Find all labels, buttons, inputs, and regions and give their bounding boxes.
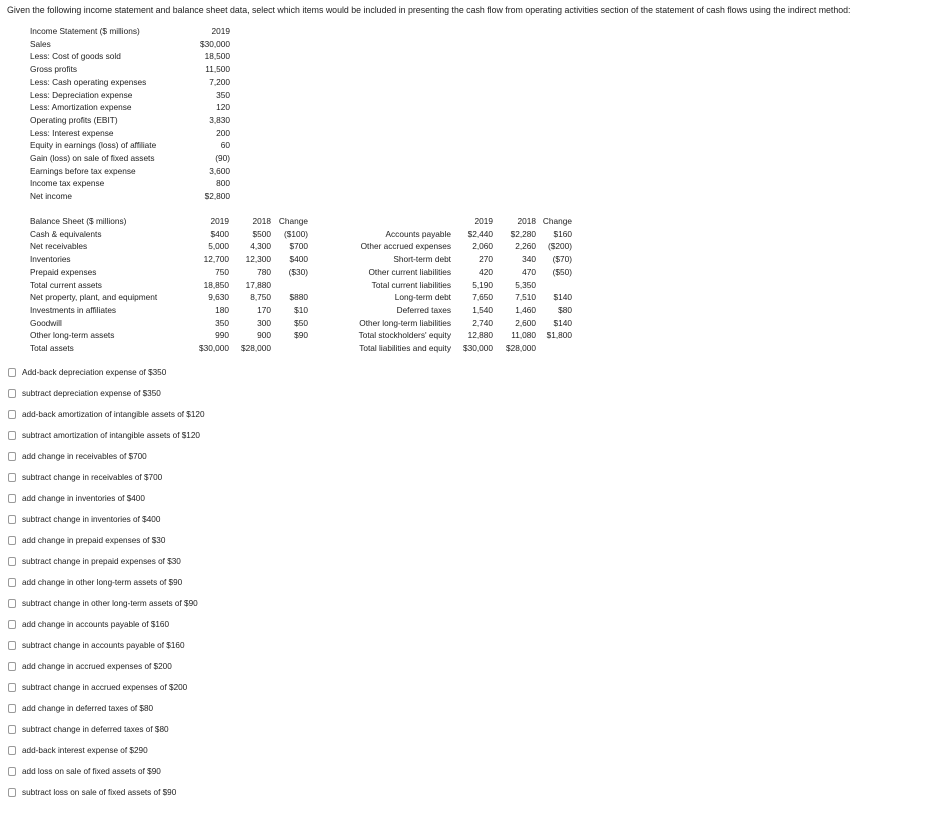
- value-change: ($200): [548, 241, 572, 252]
- value-2019: 2,060: [472, 241, 493, 252]
- liabilities-row: [330, 253, 575, 265]
- option-label: add change in accounts payable of $160: [22, 620, 170, 629]
- value-change: $80: [558, 304, 572, 315]
- option-label: add-back interest expense of $290: [22, 746, 148, 755]
- income-statement-row: [30, 127, 230, 139]
- row-value: 18,500: [204, 51, 230, 62]
- value-2019: 2019: [210, 216, 229, 226]
- checkbox[interactable]: [8, 662, 16, 671]
- value-2018: 170: [257, 304, 271, 315]
- checkbox[interactable]: [8, 704, 16, 713]
- row-label: Deferred taxes: [396, 304, 451, 315]
- income-statement-row: [30, 101, 230, 113]
- value-2018: 12,300: [245, 254, 271, 265]
- liabilities-row: [330, 342, 575, 354]
- checkbox[interactable]: [8, 578, 16, 587]
- row-label: Long-term debt: [394, 292, 451, 303]
- row-label: Earnings before tax expense: [30, 165, 136, 176]
- value-2018: 4,300: [250, 241, 271, 252]
- value-2018: 11,080: [511, 330, 536, 341]
- value-change: $1,800: [546, 330, 572, 341]
- row-label: Equity in earnings (loss) of affiliate: [30, 140, 157, 151]
- value-2019: 1,540: [472, 304, 493, 315]
- row-value: $30,000: [200, 38, 230, 49]
- option-label: add change in other long-term assets of $90: [22, 578, 183, 587]
- row-value: $2,800: [204, 191, 230, 202]
- row-label: Net receivables: [30, 241, 88, 252]
- value-2019: 12,880: [467, 330, 493, 341]
- value-change: $880: [289, 292, 308, 303]
- option-label: add loss on sale of fixed assets of $90: [22, 767, 161, 776]
- liabilities-row: [330, 240, 575, 252]
- value-2019: 270: [479, 254, 493, 265]
- income-statement-header: [30, 25, 230, 37]
- income-statement-row: [30, 139, 230, 151]
- row-label: Total stockholders' equity: [358, 330, 451, 341]
- row-label: Less: Cost of goods sold: [30, 51, 121, 62]
- value-change: $160: [553, 228, 572, 239]
- checkbox[interactable]: [8, 767, 16, 776]
- question-text: Given the following income statement and balance sheet data, select which items would be included in presenting the cash flow from operating activities section of the statement of cash flows using the indirect method:: [7, 5, 851, 15]
- value-change: ($50): [552, 266, 572, 277]
- income-statement-row: [30, 165, 230, 177]
- income-statement-year: 2019: [211, 26, 230, 36]
- row-label: Net income: [30, 191, 72, 202]
- checkbox[interactable]: [8, 473, 16, 482]
- assets-row: [30, 240, 320, 252]
- assets-row: [30, 291, 320, 303]
- income-statement-row: [30, 152, 230, 164]
- assets-row: [30, 253, 320, 265]
- row-label: Investments in affiliates: [30, 304, 117, 315]
- row-label: Less: Amortization expense: [30, 102, 132, 113]
- value-change: ($30): [288, 266, 308, 277]
- income-statement-row: [30, 63, 230, 75]
- value-2019: 9,630: [208, 292, 229, 303]
- checkbox[interactable]: [8, 746, 16, 755]
- value-2019: 5,000: [208, 241, 229, 252]
- value-2019: 420: [479, 266, 493, 277]
- row-value: (90): [215, 153, 230, 163]
- row-label: Other long-term liabilities: [359, 317, 451, 328]
- liabilities-row: [330, 317, 575, 329]
- checkbox[interactable]: [8, 683, 16, 692]
- assets-row: [30, 342, 320, 354]
- value-2019: 2,740: [472, 317, 493, 328]
- income-statement-row: [30, 38, 230, 50]
- value-2019: 7,650: [472, 292, 493, 303]
- value-2019: 350: [215, 317, 229, 328]
- row-label: Other current liabilities: [368, 266, 451, 277]
- row-value: 11,500: [205, 64, 230, 75]
- checkbox[interactable]: [8, 725, 16, 734]
- value-2018: 300: [257, 317, 271, 328]
- checkbox[interactable]: [8, 620, 16, 629]
- row-label: Other long-term assets: [30, 330, 115, 341]
- value-2018: 7,510: [515, 292, 536, 303]
- value-2019: $30,000: [463, 343, 493, 353]
- assets-row: [30, 304, 320, 316]
- option-label: add change in prepaid expenses of $30: [22, 536, 166, 545]
- option-label: subtract change in inventories of $400: [22, 515, 161, 524]
- option-label: subtract change in receivables of $700: [22, 473, 163, 482]
- option-label: subtract amortization of intangible assets of $120: [22, 431, 200, 440]
- option-label: add change in accrued expenses of $200: [22, 662, 172, 671]
- checkbox[interactable]: [8, 599, 16, 608]
- option-label: subtract change in prepaid expenses of $30: [22, 557, 181, 566]
- checkbox[interactable]: [8, 431, 16, 440]
- assets-row: [30, 228, 320, 240]
- value-2018: 2,600: [515, 317, 536, 328]
- row-label: Total liabilities and equity: [359, 343, 451, 353]
- option-label: add change in inventories of $400: [22, 494, 145, 503]
- liabilities-row: [330, 291, 575, 303]
- row-label: Balance Sheet ($ millions): [30, 216, 127, 226]
- row-label: Total assets: [30, 343, 74, 353]
- row-label: Sales: [30, 38, 51, 49]
- value-2018: 900: [257, 330, 271, 341]
- value-2018: 5,350: [515, 279, 536, 290]
- checkbox[interactable]: [8, 368, 16, 377]
- value-change: ($70): [552, 254, 572, 265]
- liabilities-header-row: [330, 215, 575, 227]
- row-value: 200: [216, 127, 230, 138]
- assets-row: [30, 329, 320, 341]
- income-statement-row: [30, 114, 230, 126]
- row-label: Cash & equivalents: [30, 228, 102, 239]
- row-label: Gross profits: [30, 64, 78, 75]
- assets-row: [30, 266, 320, 278]
- liabilities-row: [330, 304, 575, 316]
- value-2018: 780: [257, 266, 271, 277]
- row-value: 60: [220, 140, 230, 151]
- value-2019: 750: [215, 266, 229, 277]
- assets-header-row: [30, 215, 320, 227]
- row-label: Inventories: [30, 254, 71, 265]
- value-2018: 8,750: [250, 292, 271, 303]
- income-statement-row: [30, 89, 230, 101]
- value-change: $700: [289, 241, 308, 252]
- value-change: $10: [294, 304, 308, 315]
- option-label: add change in receivables of $700: [22, 452, 147, 461]
- row-label: Prepaid expenses: [30, 266, 97, 277]
- value-2018: 17,880: [245, 279, 271, 290]
- value-2019: 990: [215, 330, 229, 341]
- value-2018: 2018: [252, 216, 271, 226]
- row-label: Accounts payable: [385, 228, 451, 239]
- value-change: $140: [553, 292, 572, 303]
- row-label: Total current assets: [30, 279, 102, 290]
- value-2019: $400: [210, 228, 229, 239]
- checkbox[interactable]: [8, 389, 16, 398]
- row-label: Gain (loss) on sale of fixed assets: [30, 153, 155, 163]
- checkbox[interactable]: [8, 788, 16, 797]
- option-label: Add-back depreciation expense of $350: [22, 368, 167, 377]
- row-label: Less: Depreciation expense: [30, 89, 133, 100]
- row-label: Goodwill: [30, 317, 62, 328]
- checkbox[interactable]: [8, 641, 16, 650]
- option-label: add change in deferred taxes of $80: [22, 704, 154, 713]
- option-label: subtract change in other long-term assets of $90: [22, 599, 198, 608]
- checkbox[interactable]: [8, 452, 16, 461]
- value-change: $90: [294, 330, 308, 341]
- checkbox[interactable]: [8, 515, 16, 524]
- value-change: $400: [289, 254, 308, 265]
- value-change: Change: [278, 216, 308, 226]
- value-2019: 12,700: [203, 254, 229, 265]
- value-2018: 1,460: [515, 304, 536, 315]
- value-2018: $2,280: [510, 228, 536, 239]
- income-statement-row: [30, 50, 230, 62]
- row-value: 7,200: [209, 76, 230, 87]
- row-label: Total current liabilities: [371, 279, 451, 290]
- row-value: 3,600: [209, 165, 230, 176]
- assets-row: [30, 279, 320, 291]
- value-2019: $30,000: [199, 343, 229, 353]
- row-label: Short-term debt: [393, 254, 451, 265]
- row-value: 350: [216, 89, 230, 100]
- value-2019: 18,850: [203, 279, 229, 290]
- liabilities-row: [330, 279, 575, 291]
- checkbox[interactable]: [8, 410, 16, 419]
- value-2019: $2,440: [467, 228, 493, 239]
- value-change: Change: [542, 216, 572, 226]
- value-change: $50: [294, 317, 308, 328]
- option-label: subtract change in accounts payable of $160: [22, 641, 185, 650]
- value-2019: 180: [215, 304, 229, 315]
- income-statement-row: [30, 76, 230, 88]
- income-statement-row: [30, 190, 230, 202]
- value-2018: 2018: [517, 216, 536, 226]
- income-statement-row: [30, 177, 230, 189]
- checkbox[interactable]: [8, 557, 16, 566]
- checkbox[interactable]: [8, 494, 16, 503]
- liabilities-row: [330, 329, 575, 341]
- value-2018: $500: [252, 228, 271, 239]
- value-2018: $28,000: [241, 343, 271, 353]
- liabilities-row: [330, 266, 575, 278]
- value-2018: 340: [522, 254, 536, 265]
- row-value: 3,830: [209, 114, 230, 125]
- row-label: Less: Interest expense: [30, 127, 114, 138]
- assets-row: [30, 317, 320, 329]
- value-change: ($100): [284, 228, 308, 239]
- value-2019: 5,190: [472, 279, 493, 290]
- row-label: Operating profits (EBIT): [30, 114, 118, 125]
- value-2018: 2,260: [515, 241, 536, 252]
- row-value: 800: [216, 178, 230, 189]
- option-label: subtract loss on sale of fixed assets of $90: [22, 788, 177, 797]
- liabilities-row: [330, 228, 575, 240]
- option-label: subtract depreciation expense of $350: [22, 389, 161, 398]
- option-label: subtract change in accrued expenses of $200: [22, 683, 188, 692]
- row-label: Other accrued expenses: [360, 241, 451, 252]
- value-change: $140: [553, 317, 572, 328]
- row-value: 120: [216, 102, 230, 113]
- row-label: Less: Cash operating expenses: [30, 76, 147, 87]
- row-label: Income tax expense: [30, 178, 105, 189]
- value-2018: 470: [522, 266, 536, 277]
- checkbox[interactable]: [8, 536, 16, 545]
- value-2019: 2019: [474, 216, 493, 226]
- income-statement-title: Income Statement ($ millions): [30, 26, 140, 36]
- row-label: Net property, plant, and equipment: [30, 292, 158, 303]
- option-label: add-back amortization of intangible assets of $120: [22, 410, 205, 419]
- value-2018: $28,000: [506, 343, 536, 353]
- option-label: subtract change in deferred taxes of $80: [22, 725, 169, 734]
